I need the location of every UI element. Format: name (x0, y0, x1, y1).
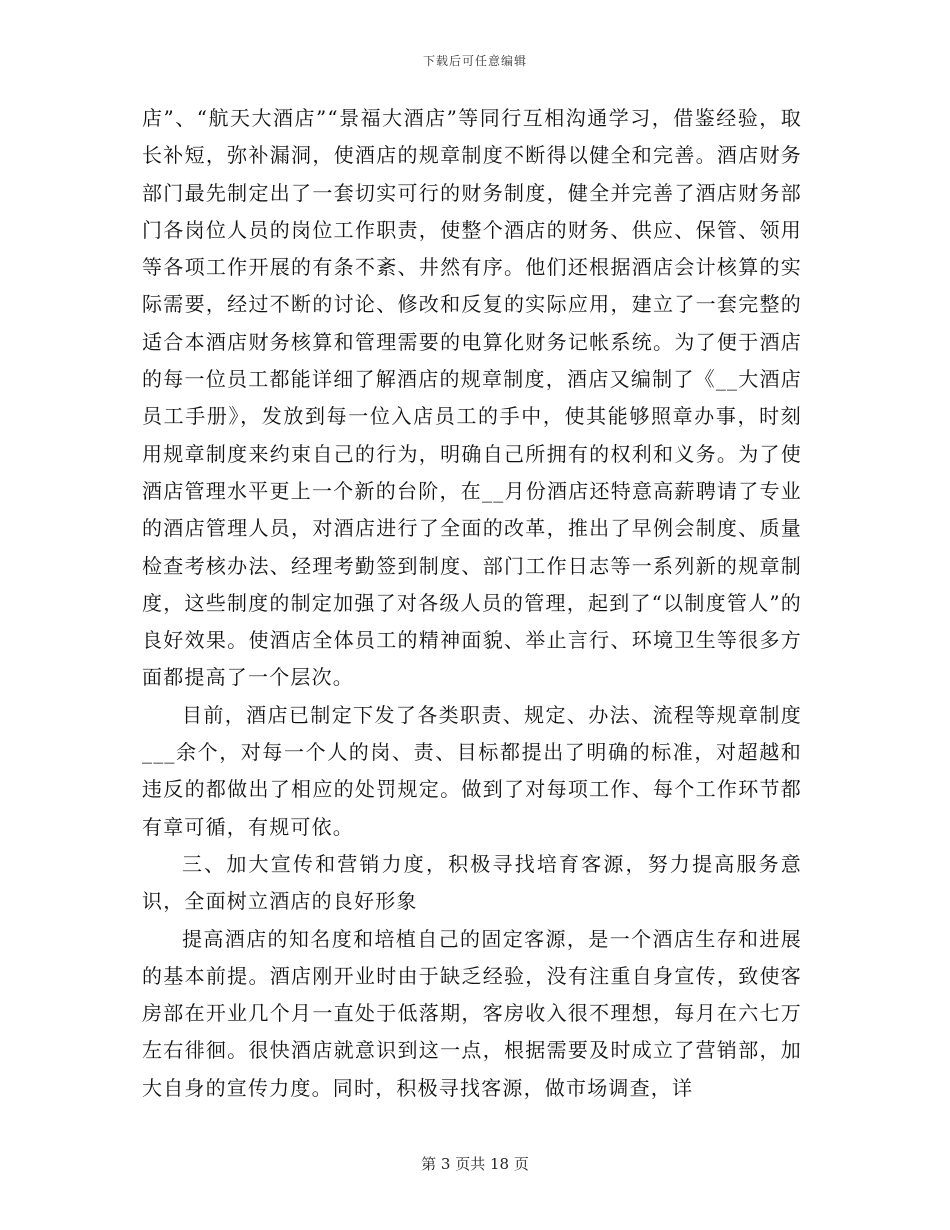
section-heading-3: 三、加大宣传和营销力度，积极寻找培育客源，努力提高服务意识，全面树立酒店的良好形象 (142, 851, 802, 914)
page-header: 下载后可任意编辑 (422, 54, 527, 68)
paragraph-2: 目前，酒店已制定下发了各类职责、规定、办法、流程等规章制度___余个，对每一个人的岗、责、目标都提出了明确的标准，对超越和违反的都做出了相应的处罚规定。做到了对每项工作、每个工作环节都有章可循，有规可依。 (142, 702, 802, 839)
document-body (142, 100, 802, 1107)
paragraph-4: 提高酒店的知名度和培植自己的固定客源，是一个酒店生存和进展的基本前提。酒店刚开业时由于缺乏经验，没有注重自身宣传，致使客房部在开业几个月一直处于低落期，客房收入很不理想，每月在六七万左右徘徊。很快酒店就意识到这一点，根据需要及时成立了营销部，加大自身的宣传力度。同时，积极寻找客源，做市场调查，详 (142, 926, 802, 1100)
paragraph-1: 店”、“航天大酒店”“景福大酒店”等同行互相沟通学习，借鉴经验，取长补短，弥补漏洞，使酒店的规章制度不断得以健全和完善。酒店财务部门最先制定出了一套切实可行的财务制度，健全并完善了酒店财务部门各岗位人员的岗位工作职责，使整个酒店的财务、供应、保管、领用等各项工作开展的有条不紊、井然有序。他们还根据酒店会计核算的实际需要，经过不断的讨论、修改和反复的实际应用，建立了一套完整的适合本酒店财务核算和管理需要的电算化财务记帐系统。为了便于酒店的每一位员工都能详细了解酒店的规章制度，酒店又编制了《__大酒店员工手册》，发放到每一位入店员工的手中，使其能够照章办事，时刻用规章制度来约束自己的行为，明确自己所拥有的权利和义务。为了使酒店管理水平更上一个新的台阶，在__月份酒店还特意高薪聘请了专业的酒店管理人员，对酒店进行了全面的改革，推出了早例会制度、质量检查考核办法、经理考勤签到制度、部门工作日志等一系列新的规章制度，这些制度的制定加强了对各级人员的管理，起到了“以制度管人”的良好效果。使酒店全体员工的精神面貌、举止言行、环境卫生等很多方面都提高了一个层次。 (142, 106, 802, 690)
page-number: 第 3 页共 18 页 (421, 1155, 529, 1173)
